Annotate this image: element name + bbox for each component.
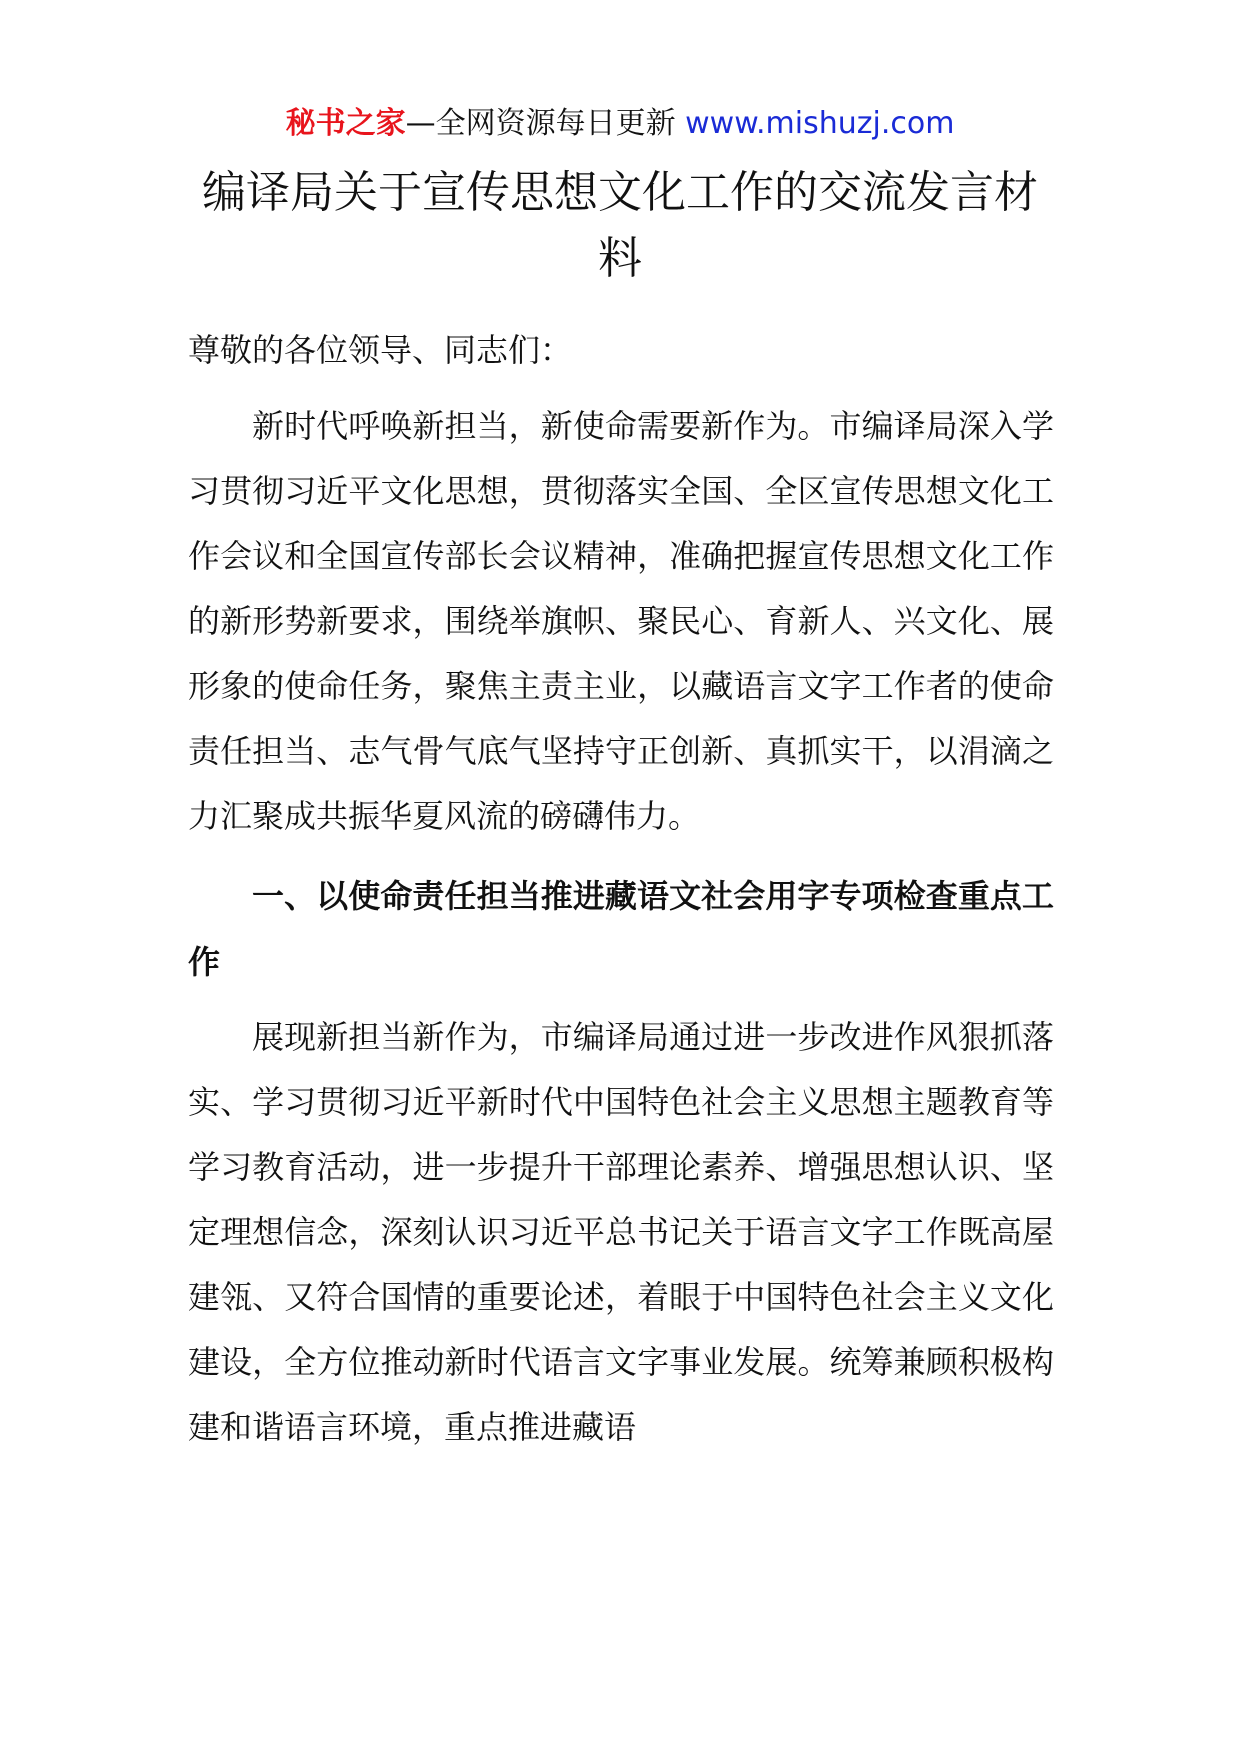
document-body [188,318,1054,1474]
site-header [0,100,1240,148]
document-title: 编译局关于宣传思想文化工作的交流发言材料 [202,167,1038,284]
salutation: 尊敬的各位领导、同志们： [188,331,573,369]
section-heading-1: 一、以使命责任担当推进藏语文社会用字专项检查重点工作 [188,877,1054,981]
intro-paragraph: 新时代呼唤新担当，新使命需要新作为。市编译局深入学习贯彻习近平文化思想，贯彻落实全国、全区宣传思想文化工作会议和全国宣传部长会议精神，准确把握宣传思想文化工作的新形势新要求，围绕举旗帜、聚民心、育新人、兴文化、展形象的使命任务，聚焦主责主业，以藏语言文字工作者的使命责任担当、志气骨气底气坚持守正创新、真抓实干，以涓滴之力汇聚成共振华夏风流的磅礴伟力。 [188,407,1054,835]
section-1-paragraph: 展现新担当新作为，市编译局通过进一步改进作风狠抓落实、学习贯彻习近平新时代中国特色社会主义思想主题教育等学习教育活动，进一步提升干部理论素养、增强思想认识、坚定理想信念，深刻认识习近平总书记关于语言文字工作既高屋建瓴、又符合国情的重要论述，着眼于中国特色社会主义文化建设，全方位推动新时代语言文字事业发展。统筹兼顾积极构建和谐语言环境，重点推进藏语 [188,1018,1054,1446]
site-brand: 秘书之家 [285,106,406,141]
site-tagline: —全网资源每日更新 [405,106,676,141]
site-url-link[interactable]: www.mishuzj.com [685,106,955,141]
